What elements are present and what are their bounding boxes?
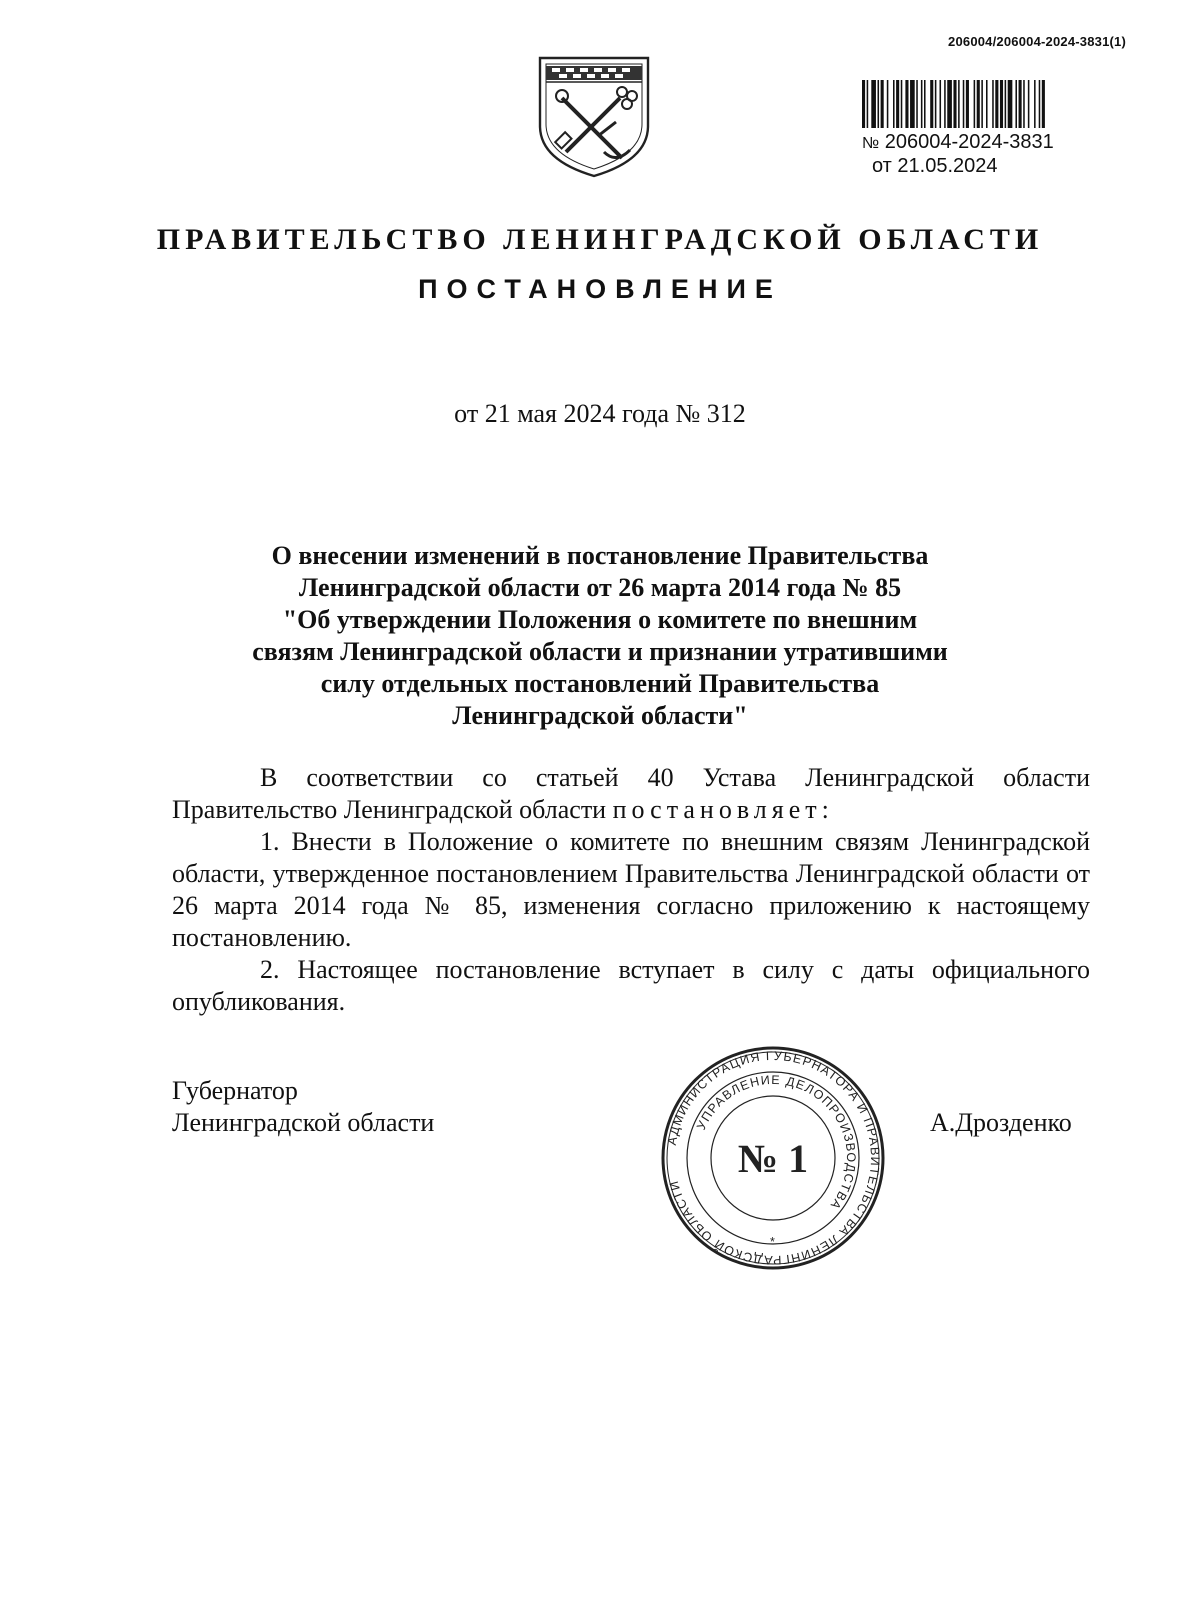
registration-date-value: 21.05.2024 xyxy=(897,155,998,177)
subject-line: силу отдельных постановлений Правительства xyxy=(320,669,880,698)
barcode-bar xyxy=(910,80,915,128)
barcode-bar xyxy=(1005,80,1007,128)
registration-number xyxy=(862,130,1054,156)
barcode-bar xyxy=(992,80,994,128)
barcode-bar xyxy=(963,80,965,128)
registration-date xyxy=(872,154,998,178)
barcode-bar xyxy=(1039,80,1041,128)
subject-line: О внесении изменений в постановление Правительства xyxy=(271,541,929,570)
barcode-bar xyxy=(977,80,980,128)
barcode-bar xyxy=(924,80,926,128)
barcode-bar xyxy=(1019,80,1022,128)
item-1-paragraph: 1. Внести в Положение о комитете по внешним связям Ленинградской области, утвержденное постановлением Правительства Ленинградской области от 26 марта 2014 года № 85, изменения согласно приложению к настоящему постановлению. xyxy=(172,827,1090,952)
barcode-bar xyxy=(871,80,876,128)
barcode-bar xyxy=(921,80,923,128)
barcode-bar xyxy=(947,80,952,128)
subject-line: связям Ленинградской области и признании утратившими xyxy=(252,637,948,666)
barcode-bar xyxy=(916,80,918,128)
barcode-bar xyxy=(887,80,889,128)
barcode-bar xyxy=(930,80,933,128)
seal-outer-path: АДМИНИСТРАЦИЯ ГУБЕРНАТОРА И ПРАВИТЕЛЬСТВА ЛЕНИНГРАДСКОЙ ОБЛАСТИ xyxy=(664,1048,883,1268)
signer-position xyxy=(172,1075,434,1139)
signer-name: А.Дрозденко xyxy=(930,1108,1072,1137)
preamble-paragraph xyxy=(172,762,1090,826)
document-subject xyxy=(200,540,1000,732)
barcode-bar xyxy=(974,80,976,128)
barcode-bar xyxy=(940,80,942,128)
barcode-bar xyxy=(893,80,895,128)
government-title: ПРАВИТЕЛЬСТВО ЛЕНИНГРАДСКОЙ ОБЛАСТИ xyxy=(156,223,1044,256)
barcode-bar xyxy=(958,80,960,128)
barcode-bar xyxy=(862,80,865,128)
barcode-bar xyxy=(1042,80,1045,128)
registration-number-label: № xyxy=(862,135,880,152)
document-date-number: от 21 мая 2024 года № 312 xyxy=(454,399,746,428)
barcode-bar xyxy=(981,80,983,128)
barcode-bar xyxy=(1015,80,1017,128)
signer-position-line: Ленинградской области xyxy=(172,1108,435,1137)
barcode-bar xyxy=(1034,80,1036,128)
seal-inner-path: УПРАВЛЕНИЕ ДЕЛОПРОИЗВОДСТВА xyxy=(694,1072,859,1213)
barcode-bar xyxy=(1008,80,1013,128)
barcode-bar xyxy=(935,80,937,128)
subject-line: Ленинградской области" xyxy=(452,701,748,730)
preamble-text: В соответствии со статьей 40 Устава Ленинградской области Правительство Ленинградской области xyxy=(172,763,1090,824)
barcode-bar xyxy=(878,80,880,128)
barcode-bar xyxy=(944,80,946,128)
seal-number: № 1 xyxy=(737,1136,809,1181)
official-seal-icon xyxy=(660,1045,886,1271)
document-type: ПОСТАНОВЛЕНИЕ xyxy=(418,274,782,304)
item-2-paragraph: 2. Настоящее постановление вступает в силу с даты официального опубликования. xyxy=(172,955,1090,1016)
barcode xyxy=(862,80,1114,128)
resolves-word: постановляет: xyxy=(612,795,834,824)
barcode-bar xyxy=(966,80,969,128)
signer-position-line: Губернатор xyxy=(172,1076,298,1105)
barcode-bar xyxy=(953,80,956,128)
registration-number-value: 206004-2024-3831 xyxy=(884,131,1054,153)
barcode-bar xyxy=(995,80,998,128)
barcode-bar xyxy=(986,80,988,128)
subject-line: "Об утверждении Положения о комитете по внешним xyxy=(282,605,918,634)
barcode-bar xyxy=(901,80,903,128)
barcode-bar xyxy=(1028,80,1030,128)
registration-top-code: 206004/206004-2024-3831(1) xyxy=(948,34,1126,49)
coat-of-arms-icon xyxy=(532,52,656,180)
seal-star: * xyxy=(769,1235,777,1249)
barcode-bar xyxy=(1023,80,1025,128)
document-body xyxy=(172,762,1090,1018)
barcode-bar xyxy=(881,80,884,128)
barcode-bar xyxy=(867,80,869,128)
barcode-bar xyxy=(1000,80,1003,128)
barcode-bar xyxy=(896,80,899,128)
registration-date-label: от xyxy=(872,155,892,177)
subject-line: Ленинградской области от 26 марта 2014 года № 85 xyxy=(298,573,902,602)
barcode-bar xyxy=(905,80,908,128)
